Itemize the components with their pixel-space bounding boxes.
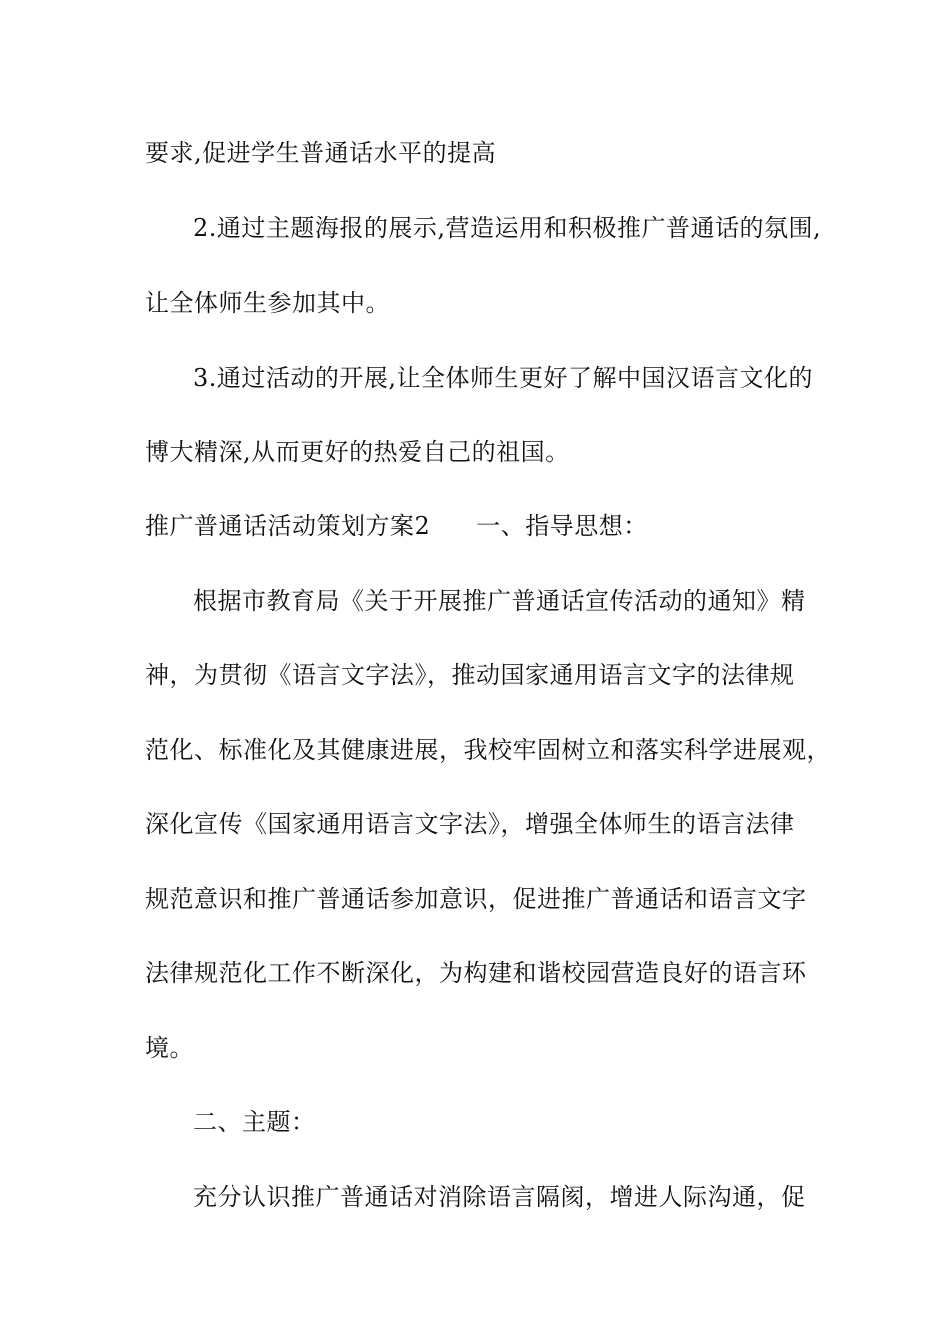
section-one-title: 一、指导思想： bbox=[476, 512, 648, 540]
text-line-3: 让全体师生参加其中。 bbox=[145, 289, 390, 317]
text-line-13: 境。 bbox=[145, 1034, 194, 1062]
text-line-2: 2.通过主题海报的展示,营造运用和积极推广普通话的氛围, bbox=[193, 214, 822, 242]
text-line-5: 博大精深,从而更好的热爱自己的祖国。 bbox=[145, 438, 570, 466]
text-line-4: 3.通过活动的开展,让全体师生更好了解中国汉语言文化的 bbox=[193, 364, 814, 392]
text-line-7: 根据市教育局《关于开展推广普通话宣传活动的通知》精 bbox=[193, 587, 806, 615]
text-line-12: 法律规范化工作不断深化，为构建和谐校园营造良好的语言环 bbox=[145, 959, 807, 987]
text-line-9: 范化、标准化及其健康进展，我校牢固树立和落实科学进展观， bbox=[145, 736, 831, 764]
text-line-11: 规范意识和推广普通话参加意识，促进推广普通话和语言文字 bbox=[145, 885, 807, 913]
text-line-8: 神，为贯彻《语言文字法》，推动国家通用语言文字的法律规 bbox=[145, 661, 795, 689]
text-line-1: 要求,促进学生普通话水平的提高 bbox=[145, 139, 497, 167]
section-two-title: 二、主题： bbox=[193, 1108, 316, 1136]
plan-title: 推广普通话活动策划方案2 bbox=[145, 512, 431, 540]
section-heading-row bbox=[145, 510, 835, 542]
text-line-15: 充分认识推广普通话对消除语言隔阂，增进人际沟通，促 bbox=[193, 1183, 806, 1211]
text-line-10: 深化宣传《国家通用语言文字法》，增强全体师生的语言法律 bbox=[145, 810, 795, 838]
